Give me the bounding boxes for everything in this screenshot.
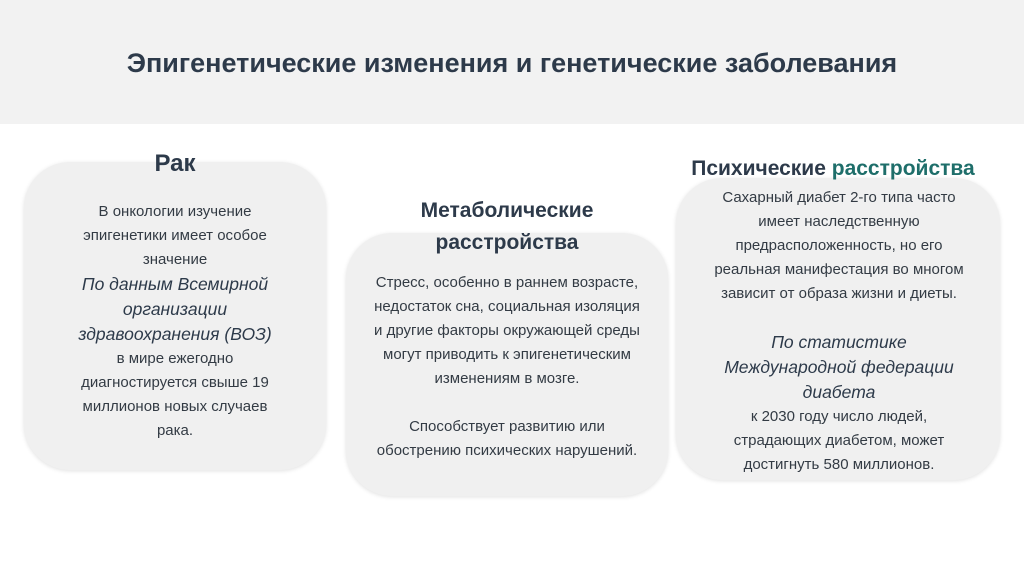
metabolic-para1-line: изменениям в мозге.: [434, 370, 580, 387]
slide-title: Эпигенетические изменения и генетические заболевания: [126, 48, 898, 78]
cancer-fact-line: рака.: [156, 422, 194, 439]
mental-intro-line: зависит от образа жизни и диеты.: [721, 285, 957, 302]
cancer-fact-line: миллионов новых случаев: [82, 398, 268, 415]
paragraph-gap: [682, 306, 996, 330]
mental-fact-line: к 2030 году число людей,: [750, 408, 928, 425]
mental-text: [682, 186, 996, 477]
cancer-source-line: здравоохранения (ВОЗ): [78, 324, 272, 344]
mental-heading-part1: Психические: [691, 157, 826, 180]
metabolic-para1-line: Стресс, особенно в раннем возрасте,: [375, 274, 639, 291]
metabolic-heading: [346, 195, 668, 259]
metabolic-text: [346, 271, 668, 463]
mental-source-line: диабета: [802, 382, 876, 402]
metabolic-para1-line: и другие факторы окружающей среды: [374, 322, 640, 339]
mental-fact-line: страдающих диабетом, может: [733, 432, 945, 449]
cancer-fact-line: в мире ежегодно: [116, 350, 234, 367]
cancer-intro-line: эпигенетики имеет особое: [83, 227, 267, 244]
metabolic-para2-line: обострению психических нарушений.: [376, 442, 638, 459]
mental-fact-line: достигнуть 580 миллионов.: [743, 456, 935, 473]
mental-intro-line: предрасположенность, но его: [735, 237, 943, 254]
metabolic-heading-line: расстройства: [435, 231, 579, 254]
paragraph-gap: [346, 391, 668, 415]
cancer-heading: Рак: [154, 150, 196, 177]
mental-heading-part2: расстройства: [831, 157, 975, 180]
mental-intro-line: Сахарный диабет 2-го типа часто: [722, 189, 956, 206]
cancer-source-line: организации: [122, 299, 228, 319]
cancer-fact-line: диагностируется свыше 19: [81, 374, 269, 391]
mental-source-line: Международной федерации: [724, 357, 954, 377]
cancer-intro-line: В онкологии изучение: [98, 203, 252, 220]
cancer-source-line: По данным Всемирной: [81, 274, 269, 294]
metabolic-heading-line: Метаболические: [420, 199, 594, 222]
mental-intro-line: имеет наследственную: [758, 213, 920, 230]
metabolic-para1-line: недостаток сна, социальная изоляция: [374, 298, 640, 315]
mental-heading: [642, 157, 1024, 181]
cancer-intro-line: значение: [142, 251, 208, 268]
metabolic-para2-line: Способствует развитию или: [409, 418, 605, 435]
cancer-text: [46, 200, 304, 443]
mental-intro-line: реальная манифестация во многом: [714, 261, 964, 278]
metabolic-para1-line: могут приводить к эпигенетическим: [383, 346, 631, 363]
mental-source-line: По статистике: [771, 332, 907, 352]
